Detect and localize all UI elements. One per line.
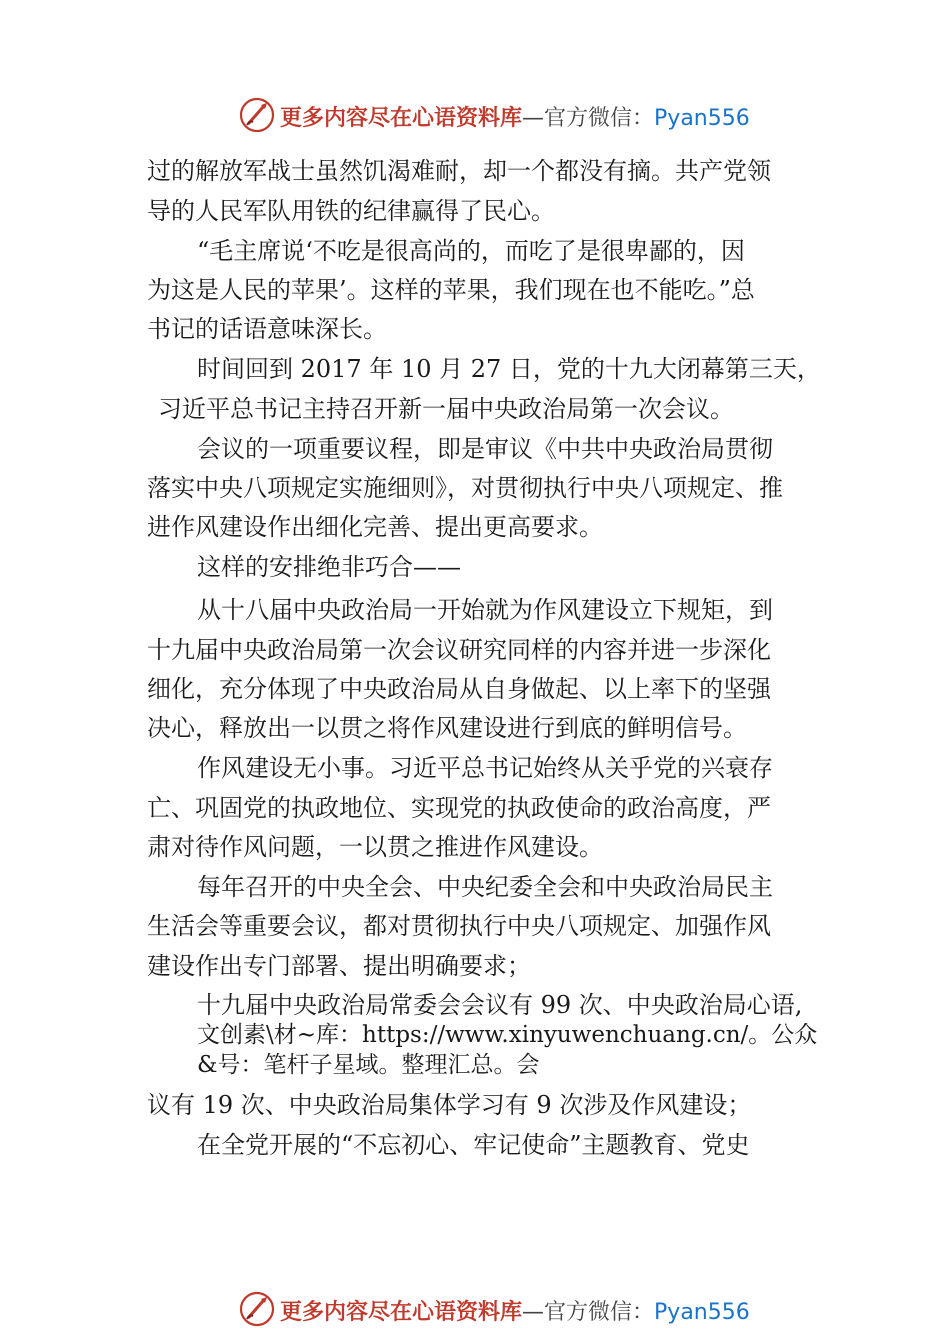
- banner-wechat-id: Pyan556: [654, 1300, 750, 1325]
- text-line: 时间回到 2017 年 10 月 27 日，党的十九大闭幕第三天，: [197, 355, 821, 383]
- text-line: 书记的话语意味深长。: [147, 315, 387, 343]
- banner-text: [280, 1295, 750, 1326]
- text-line: 为这是人民的苹果’。这样的苹果，我们现在也不能吃。”总: [147, 276, 755, 304]
- banner-text: [280, 101, 750, 132]
- text-line: 亡、巩固党的执政地位、实现党的执政使命的政治高度，严: [147, 794, 771, 822]
- text-line: 每年召开的中央全会、中央纪委全会和中央政治局民主: [197, 873, 773, 901]
- brush-logo-icon: [238, 1290, 276, 1328]
- text-line: &号：笔杆子星域。整理汇总。会: [197, 1052, 540, 1078]
- text-line: 生活会等重要会议，都对贯彻执行中央八项规定、加强作风: [147, 912, 771, 940]
- text-line: 进作风建设作出细化完善、提出更高要求。: [147, 513, 603, 541]
- header-banner: [0, 96, 950, 136]
- text-line: 落实中央八项规定实施细则》，对贯彻执行中央八项规定、推: [147, 474, 783, 502]
- banner-wechat-label: 官方微信：: [544, 1300, 655, 1325]
- text-line: 决心，释放出一以贯之将作风建设进行到底的鲜明信号。: [147, 714, 747, 742]
- text-line: 过的解放军战士虽然饥渴难耐，却一个都没有摘。共产党领: [147, 157, 771, 185]
- footer-banner: [0, 1290, 950, 1330]
- banner-brand: 更多内容尽在心语资料库: [280, 1300, 523, 1325]
- text-line: 从十八届中央政治局一开始就为作风建设立下规矩，到: [197, 596, 773, 624]
- brush-logo-icon: [238, 96, 276, 134]
- banner-wechat-id: Pyan556: [654, 106, 750, 131]
- text-line: 细化，充分体现了中央政治局从自身做起、以上率下的坚强: [147, 675, 771, 703]
- text-line: 议有 19 次、中央政治局集体学习有 9 次涉及作风建设；: [147, 1091, 752, 1119]
- text-line: 十九届中央政治局第一次会议研究同样的内容并进一步深化: [147, 636, 771, 664]
- text-line: 导的人民军队用铁的纪律赢得了民心。: [147, 197, 555, 225]
- text-line: 建设作出专门部署、提出明确要求；: [147, 952, 531, 980]
- text-line: 在全党开展的“不忘初心、牢记使命”主题教育、党史: [197, 1131, 750, 1159]
- banner-dash: —: [522, 106, 545, 131]
- banner-wechat-label: 官方微信：: [544, 106, 655, 131]
- text-line: 习近平总书记主持召开新一届中央政治局第一次会议。: [158, 395, 734, 423]
- text-line: “毛主席说‘不吃是很高尚的，而吃了是很卑鄙的，因: [197, 237, 745, 265]
- text-line: 十九届中央政治局常委会会议有 99 次、中央政治局心语,: [197, 991, 803, 1019]
- banner-brand: 更多内容尽在心语资料库: [280, 106, 523, 131]
- text-line: 肃对待作风问题，一以贯之推进作风建设。: [147, 833, 603, 861]
- text-line: 文创素\材~库：https://www.xinyuwenchuang.cn/。公众: [197, 1022, 818, 1048]
- text-line: 这样的安排绝非巧合——: [197, 553, 461, 581]
- text-line: 会议的一项重要议程，即是审议《中共中央政治局贯彻: [197, 435, 773, 463]
- text-line: 作风建设无小事。习近平总书记始终从关乎党的兴衰存: [197, 754, 773, 782]
- banner-dash: —: [522, 1300, 545, 1325]
